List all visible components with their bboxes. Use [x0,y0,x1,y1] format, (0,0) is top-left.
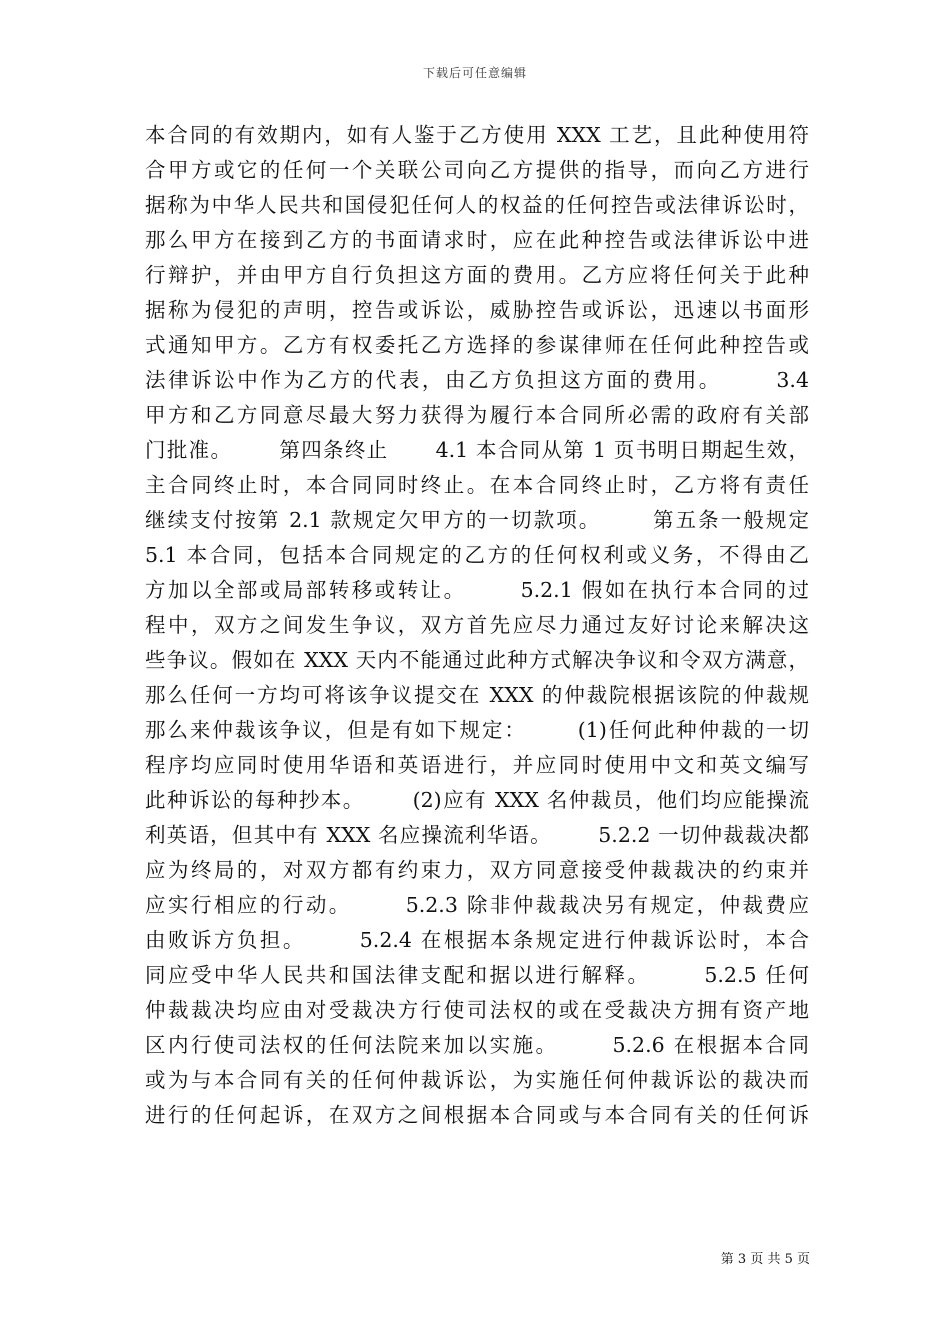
text-line: 据称为中华人民共和国侵犯任何人的权益的任何控告或法律诉讼时， [145,193,809,217]
text-line: 继续支付按第 2.1 款规定欠甲方的一切款项。 第五条一般规定 [145,508,809,532]
text-line: 程序均应同时使用华语和英语进行，并应同时使用中文和英文编写 [145,753,809,777]
text-line: 那么甲方在接到乙方的书面请求时，应在此种控告或法律诉讼中进 [145,228,809,252]
text-line: 利英语，但其中有 XXX 名应操流利华语。 5.2.2 一切仲裁裁决都 [145,823,809,847]
text-line: 区内行使司法权的任何法院来加以实施。 5.2.6 在根据本合同 [145,1033,809,1057]
text-line: 进行的任何起诉，在双方之间根据本合同或与本合同有关的任何诉 [145,1103,809,1127]
text-line: 应实行相应的行动。 5.2.3 除非仲裁裁决另有规定，仲裁费应 [145,893,809,917]
text-line: 甲方和乙方同意尽最大努力获得为履行本合同所必需的政府有关部 [145,403,809,427]
text-line: 由败诉方负担。 5.2.4 在根据本条规定进行仲裁诉讼时，本合 [145,928,809,952]
text-line: 程中，双方之间发生争议，双方首先应尽力通过友好讨论来解决这 [145,613,809,637]
text-line: 仲裁裁决均应由对受裁决方行使司法权的或在受裁决方拥有资产地 [145,998,809,1022]
text-line: 或为与本合同有关的任何仲裁诉讼，为实施任何仲裁诉讼的裁决而 [145,1068,809,1092]
text-line: 合甲方或它的任何一个关联公司向乙方提供的指导，而向乙方进行 [145,158,809,182]
page-header: 下载后可任意编辑 [422,66,527,80]
text-line: 那么来仲裁该争议，但是有如下规定： (1)任何此种仲裁的一切 [145,718,809,742]
text-line: 些争议。假如在 XXX 天内不能通过此种方式解决争议和令双方满意， [145,648,809,672]
text-line: 门批准。 第四条终止 4.1 本合同从第 1 页书明日期起生效， [145,438,809,462]
document-body [145,118,809,1133]
text-line: 此种诉讼的每种抄本。 (2)应有 XXX 名仲裁员，他们均应能操流 [145,788,809,812]
text-line: 5.1 本合同，包括本合同规定的乙方的任何权利或义务，不得由乙 [145,543,809,567]
text-line: 那么任何一方均可将该争议提交在 XXX 的仲裁院根据该院的仲裁规 [145,683,809,707]
text-line: 同应受中华人民共和国法律支配和据以进行解释。 5.2.5 任何 [145,963,809,987]
text-line: 方加以全部或局部转移或转让。 5.2.1 假如在执行本合同的过 [145,578,809,602]
text-line: 法律诉讼中作为乙方的代表，由乙方负担这方面的费用。 3.4 [145,368,809,392]
text-line: 式通知甲方。乙方有权委托乙方选择的参谋律师在任何此种控告或 [145,333,809,357]
text-line: 据称为侵犯的声明，控告或诉讼，威胁控告或诉讼，迅速以书面形 [145,298,809,322]
page-number: 第 3 页 共 5 页 [720,1252,810,1267]
text-line: 主合同终止时，本合同同时终止。在本合同终止时，乙方将有责任 [145,473,809,497]
text-line: 行辩护，并由甲方自行负担这方面的费用。乙方应将任何关于此种 [145,263,809,287]
text-line: 应为终局的，对双方都有约束力，双方同意接受仲裁裁决的约束并 [145,858,809,882]
text-line: 本合同的有效期内，如有人鉴于乙方使用 XXX 工艺，且此种使用符 [145,123,809,147]
